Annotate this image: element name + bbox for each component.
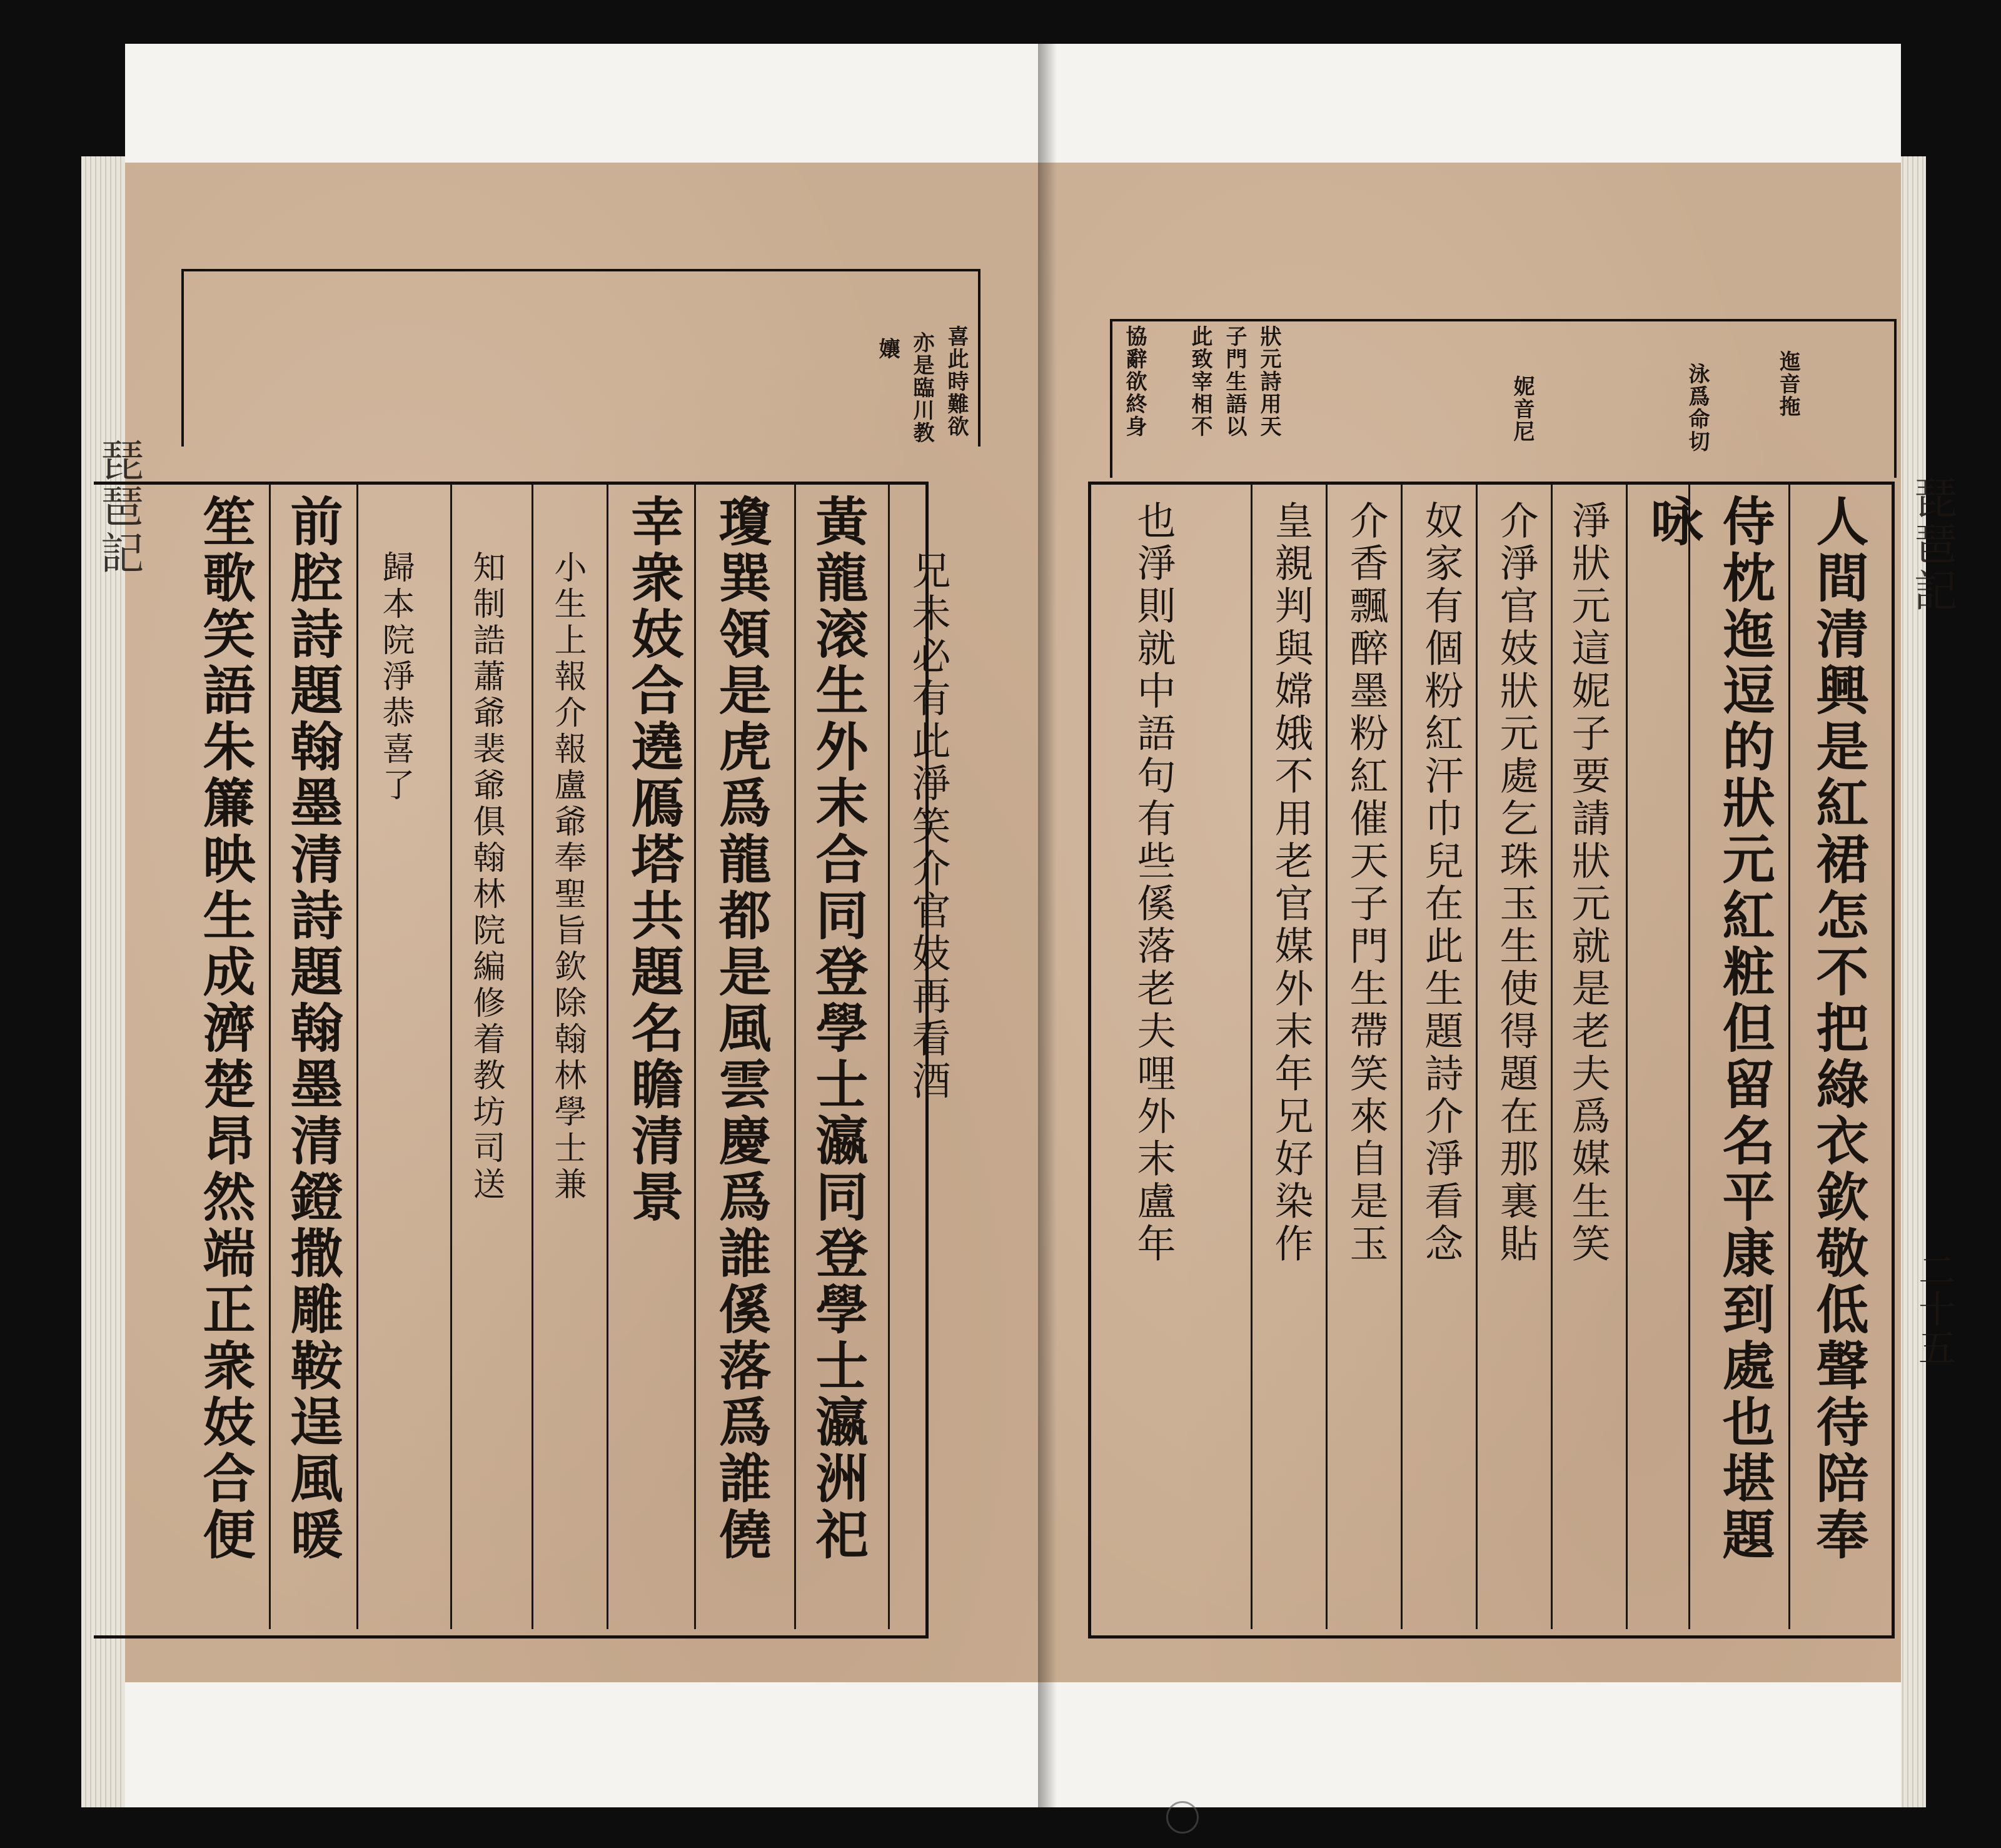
right-headnote-7: 協辭欲終身 [1122,325,1147,438]
left-text-column-1: 兄未必有此淨笑介官妓再看酒 [905,550,951,1103]
left-text-column-4: 幸衆妓合遶鴈塔共題名瞻清景 [623,494,685,1226]
rule-line [694,485,696,1629]
rule-line [1401,485,1403,1629]
left-headnote-3: 孃 [875,338,900,360]
rule-line [269,485,271,1629]
library-stamp [1166,1801,1199,1834]
right-text-column-6: 奴家有個粉紅汗巾兒在此生題詩介淨看念 [1418,500,1464,1266]
left-margin-title: 琵琶記 [93,438,144,577]
rule-line [532,485,533,1629]
right-margin-title: 琵琶記 [1907,475,1958,614]
book-gutter [1038,44,1057,1807]
rule-line [1551,485,1553,1629]
left-top-margin [125,44,1051,163]
rule-line [1788,485,1790,1629]
rule-line [356,485,358,1629]
left-headnote-box [181,269,980,447]
left-bottom-margin [125,1682,1051,1807]
left-text-column-3: 瓊巽領是虎爲龍都是風雲慶爲誰傒落爲誰僥 [710,494,772,1563]
rule-line [888,485,890,1629]
rule-line [1326,485,1328,1629]
rule-line [1688,485,1690,1629]
left-text-column-9: 笙歌笑語朱簾映生成濟楚昂然端正衆妓合便 [194,494,256,1563]
right-headnote-2: 泳爲命切 [1685,363,1710,453]
rule-line [1251,485,1253,1629]
right-headnote-5: 子門生語以 [1222,325,1247,438]
rule-line [450,485,452,1629]
rule-line [607,485,608,1629]
right-text-column-2: 侍枕迤逗的狀元紅粧但留名平康到處也堪題 [1714,494,1776,1563]
right-headnote-3: 妮音尼 [1510,375,1535,443]
left-text-column-5: 小生上報介報盧爺奉聖旨欽除翰林學士兼 [548,550,586,1203]
right-text-column-5: 介淨官妓狀元處乞珠玉生使得題在那裏貼 [1493,500,1539,1266]
right-bottom-margin [1038,1682,1901,1807]
left-headnote-2: 亦是臨川教 [909,331,934,444]
left-text-column-7: 歸本院淨恭喜了 [376,550,414,804]
rule-line [1626,485,1628,1629]
left-text-column-2: 黃龍滚生外末合同登學士瀛同登學士瀛洲祀 [807,494,869,1563]
right-text-column-4: 淨狀元這妮子要請狀元就是老夫爲媒生笑 [1565,500,1611,1266]
right-headnote-6: 此致宰相不 [1187,325,1212,438]
right-text-column-3: 咏 [1642,494,1704,550]
right-text-column-1: 人間清興是紅裙怎不把綠衣欽敬低聲待陪奉 [1808,494,1870,1563]
right-headnote-4: 狀元詩用天 [1256,325,1281,438]
right-folio-number: 二十五 [1912,1251,1956,1367]
right-headnote-1: 迤音拖 [1775,350,1800,418]
right-top-margin [1038,44,1901,163]
rule-line [794,485,796,1629]
left-text-column-6: 知制誥蕭爺裴爺俱翰林院編修着教坊司送 [467,550,505,1203]
rule-line [1476,485,1478,1629]
right-text-column-8: 皇親判與嫦娥不用老官媒外末年兄好染作 [1268,500,1314,1266]
right-text-column-9: 也淨則就中語句有些傒落老夫哩外末盧年 [1131,500,1176,1266]
left-headnote-1: 喜此時難欲 [944,325,969,438]
left-text-column-8: 前腔詩題翰墨清詩題翰墨清鐙撒雕鞍逞風暖 [282,494,344,1563]
right-text-column-7: 介香飄醉墨粉紅催天子門生帶笑來自是玉 [1343,500,1389,1266]
